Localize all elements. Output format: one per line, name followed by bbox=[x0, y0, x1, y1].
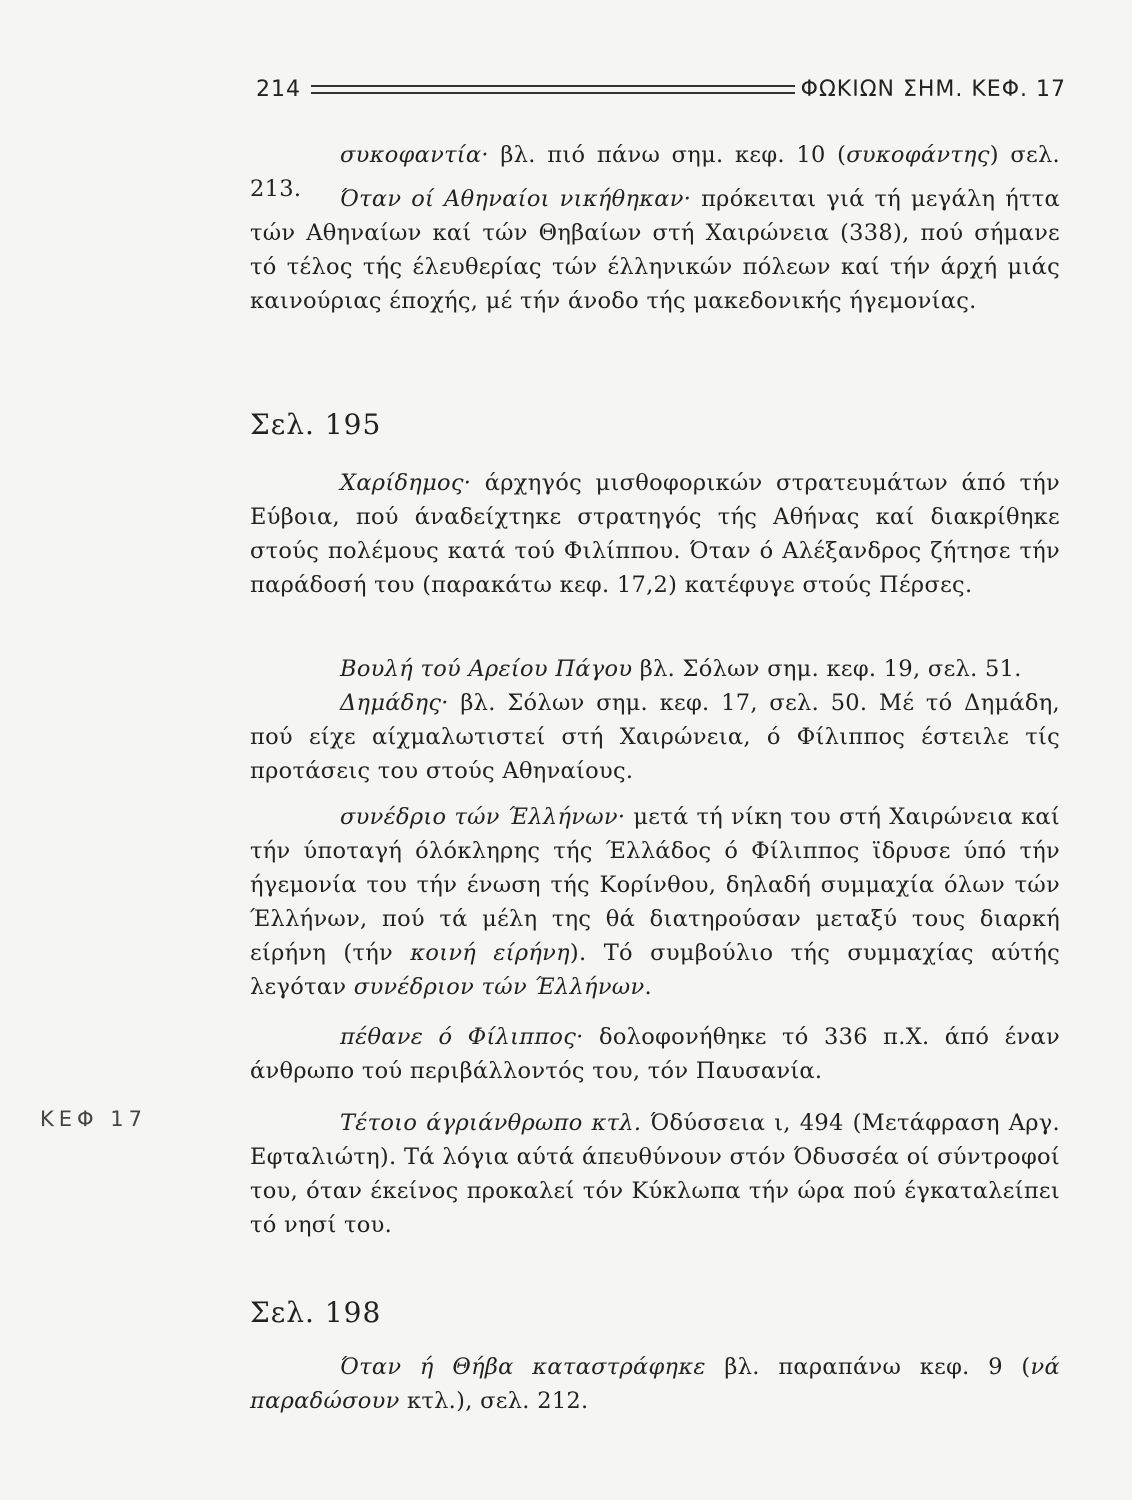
note-term: Δημάδης· bbox=[340, 690, 449, 716]
note-entry bbox=[250, 1020, 1060, 1088]
note-entry bbox=[250, 1106, 1060, 1242]
note-text: πρόκειται γιά τή μεγάλη ήττα τών Αθηναίων καί τών Θηβαίων στή Χαιρώνεια (338), πού σήμανε τό τέλος τής έλευθερίας τών έλληνικών πόλεων καί τήν άρχή μιάς καινούριας έποχής, μέ τήν άνοδο τής μακεδονικής ήγεμονίας. bbox=[250, 186, 1060, 314]
margin-chapter-note: ΚΕΦ 17 bbox=[40, 1107, 147, 1131]
note-text: βλ. Σόλων σημ. κεφ. 17, σελ. 50. Μέ τό Δημάδη, πού είχε αίχμαλωτιστεί στή Χαιρώνεια, ό Φίλιππος έστειλε τίς προτάσεις του στούς Αθηναίους. bbox=[250, 690, 1060, 784]
page-number: 214 bbox=[256, 76, 301, 102]
header-rule bbox=[311, 85, 795, 94]
note-entry bbox=[250, 686, 1060, 788]
note-term: συκοφάντης bbox=[846, 142, 990, 168]
note-term: συνέδριον τών Έλλήνων bbox=[353, 974, 645, 1000]
note-term: πέθανε ό Φίλιππος· bbox=[340, 1024, 584, 1050]
note-text: άρχηγός μισθοφορικών στρατευμάτων άπό τήν Εύβοια, πού άναδείχτηκε στρατηγός τής Αθήνας καί διακρίθηκε στούς πολέμους κατά τού Φιλίππου. Όταν ό Αλέξανδρος ζήτησε τήν παράδοσή του (παρακάτω κεφ. 17,2) κατέφυγε στούς Πέρσες. bbox=[250, 470, 1060, 598]
note-text: ) σελ. 213. bbox=[250, 142, 1060, 202]
note-text: μετά τή νίκη του στή Χαιρώνεια καί τήν ύποταγή όλόκληρης τής Έλλάδος ό Φίλιππος ϊδρυσε ύπό τήν ήγεμονία του τήν ένωση τής Κορίνθου, δηλαδή συμμαχία όλων τών Έλλήνων, πού τά μέλη της θά διατηρούσαν μεταξύ τους διαρκή είρήνη (τήν bbox=[250, 804, 1060, 966]
note-text: βλ. πιό πάνω σημ. κεφ. 10 ( bbox=[488, 142, 847, 168]
note-text: Όδύσσεια ι, 494 (Μετάφραση Αργ. Εφταλιώτη). Τά λόγια αύτά άπευθύνουν στόν Όδυσσέα οί σύντροφοί του, όταν έκείνος προκαλεί τόν Κύκλωπα τήν ώρα πού έγκαταλείπει τό νησί του. bbox=[250, 1110, 1060, 1238]
running-title: ΦΩΚΙΩΝ ΣΗΜ. ΚΕΦ. 17 bbox=[800, 76, 1066, 102]
note-term: συκοφαντία· bbox=[340, 142, 489, 168]
note-term: νά παραδώσουν bbox=[250, 1354, 1060, 1414]
section-heading: Σελ. 198 bbox=[250, 1296, 382, 1329]
note-text: . bbox=[644, 974, 652, 1000]
note-term: Όταν οί Αθηναίοι νικήθηκαν· bbox=[340, 186, 692, 212]
note-text: δολοφονήθηκε τό 336 π.Χ. άπό έναν άνθρωπο τού περιβάλλοντός του, τόν Παυσανία. bbox=[250, 1024, 1060, 1084]
note-entry bbox=[250, 182, 1060, 318]
note-term: συνέδριο τών Έλλήνων· bbox=[340, 804, 626, 830]
note-entry bbox=[250, 1350, 1060, 1418]
running-header bbox=[256, 74, 1066, 104]
note-entry bbox=[250, 652, 1060, 686]
note-term: Χαρίδημος· bbox=[340, 470, 472, 496]
section-heading: Σελ. 195 bbox=[250, 408, 382, 441]
note-text: βλ. Σόλων σημ. κεφ. 19, σελ. 51. bbox=[632, 656, 1022, 682]
note-entry bbox=[250, 800, 1060, 1004]
note-entry bbox=[250, 466, 1060, 602]
note-text: βλ. παραπάνω κεφ. 9 ( bbox=[705, 1354, 1031, 1380]
note-term: Τέτοιο άγριάνθρωπο κτλ. bbox=[340, 1110, 642, 1136]
note-term: Βουλή τού Αρείου Πάγου bbox=[340, 656, 633, 682]
note-term: Όταν ή Θήβα καταστράφηκε bbox=[340, 1354, 706, 1380]
note-term: κοινή είρήνη bbox=[410, 940, 570, 966]
note-text: κτλ.), σελ. 212. bbox=[399, 1388, 589, 1414]
note-text: ). Τό συμβούλιο τής συμμαχίας αύτής λεγόταν bbox=[250, 940, 1060, 1000]
